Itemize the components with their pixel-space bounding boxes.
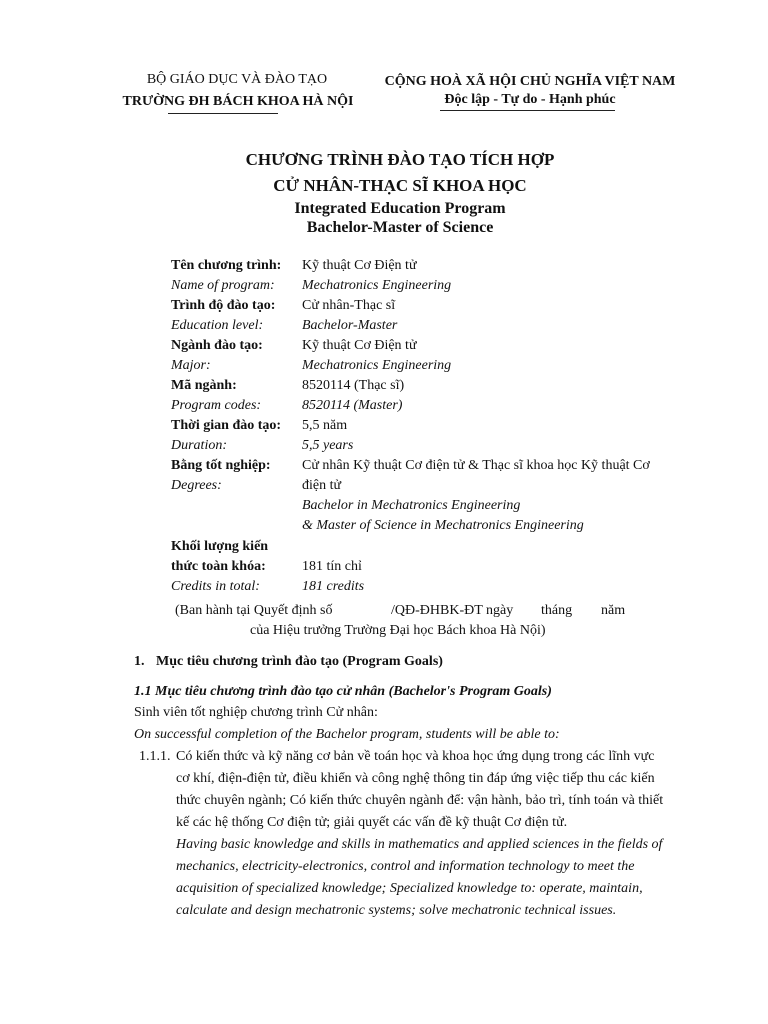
duration-label: Thời gian đào tạo: [171, 418, 282, 433]
duration-label-en: Duration: [171, 438, 227, 453]
university-underline [168, 113, 278, 114]
duration-value: 5,5 năm [302, 418, 348, 433]
code-value: 8520114 (Thạc sĩ) [302, 378, 405, 393]
program-name-label: Tên chương trình: [171, 258, 282, 273]
country-motto: Độc lập - Tự do - Hạnh phúc [444, 92, 616, 107]
goal-en-line1: Having basic knowledge and skills in mathematics and applied sciences in the fields of [176, 837, 663, 852]
credits-value: 181 tín chỉ [302, 559, 362, 574]
title-vi-line2: CỬ NHÂN-THẠC SĨ KHOA HỌC [273, 176, 527, 195]
degree-value-line2: điện tử [302, 478, 342, 493]
goal-vi-line3: thức chuyên ngành; Có kiến thức chuyên ngành để: vận hành, bảo trì, tính toán và thiết [176, 793, 664, 808]
decree-line2: của Hiệu trưởng Trường Đại học Bách khoa Hà Nội) [250, 623, 546, 638]
level-value: Cử nhân-Thạc sĩ [302, 298, 396, 313]
bachelor-intro-vi: Sinh viên tốt nghiệp chương trình Cử nhân: [134, 705, 378, 720]
country-name: CỘNG HOÀ XÃ HỘI CHỦ NGHĨA VIỆT NAM [384, 74, 676, 89]
decree-part3: tháng [541, 603, 573, 618]
section1-title: Mục tiêu chương trình đào tạo (Program Goals) [156, 654, 443, 669]
goal-vi-line2: cơ khí, điện-điện tử, điều khiển và công nghệ thông tin đáp ứng việc tiếp thu các kiến [176, 771, 655, 786]
decree-part1: (Ban hành tại Quyết định số [175, 603, 333, 618]
program-name-label-en: Name of program: [171, 278, 275, 293]
level-label: Trình độ đào tạo: [171, 298, 276, 313]
university-name: TRƯỜNG ĐH BÁCH KHOA HÀ NỘI [122, 94, 354, 109]
degree-value-line1: Cử nhân Kỹ thuật Cơ điện tử & Thạc sĩ khoa học Kỹ thuật Cơ [302, 458, 650, 473]
credits-value-en: 181 credits [302, 579, 365, 594]
goal-vi-line4: kế các hệ thống Cơ điện tử; giải quyết các vấn đề kỹ thuật Cơ điện tử. [176, 815, 568, 830]
section1-number: 1. [134, 654, 145, 669]
credits-label-line1: Khối lượng kiến [171, 539, 269, 554]
code-label: Mã ngành: [171, 378, 237, 393]
code-value-en: 8520114 (Master) [302, 398, 403, 413]
duration-value-en: 5,5 years [302, 438, 354, 453]
section1-1-title: 1.1 Mục tiêu chương trình đào tạo cử nhân (Bachelor's Program Goals) [134, 684, 552, 699]
credits-label-en: Credits in total: [171, 579, 260, 594]
goal-en-line4: calculate and design mechatronic systems; solve mechatronic technical issues. [176, 903, 617, 918]
title-vi-line1: CHƯƠNG TRÌNH ĐÀO TẠO TÍCH HỢP [245, 150, 555, 169]
major-value-en: Mechatronics Engineering [302, 358, 452, 373]
decree-part2: /QĐ-ĐHBK-ĐT ngày [391, 603, 514, 618]
level-value-en: Bachelor-Master [302, 318, 398, 333]
program-name-value-en: Mechatronics Engineering [302, 278, 452, 293]
bachelor-intro-en: On successful completion of the Bachelor program, students will be able to: [134, 727, 560, 742]
level-label-en: Education level: [171, 318, 264, 333]
title-en-line1: Integrated Education Program [294, 200, 506, 217]
program-name-value: Kỹ thuật Cơ Điện tử [302, 258, 417, 273]
goal-item-number: 1.1.1. [139, 749, 171, 764]
motto-underline [440, 110, 615, 111]
goal-en-line2: mechanics, electricity-electronics, control and information technology to meet the [176, 859, 635, 874]
major-label-en: Major: [171, 358, 211, 373]
degree-label: Bằng tốt nghiệp: [171, 458, 271, 473]
credits-label-line2: thức toàn khóa: [171, 559, 266, 574]
major-label: Ngành đào tạo: [171, 338, 263, 353]
degree-value-en-line2: & Master of Science in Mechatronics Engineering [302, 518, 584, 533]
goal-en-line3: acquisition of specialized knowledge; Specialized knowledge to: operate, maintain, [176, 881, 643, 896]
major-value: Kỹ thuật Cơ Điện tử [302, 338, 417, 353]
decree-part4: năm [601, 603, 626, 618]
degree-value-en-line1: Bachelor in Mechatronics Engineering [302, 498, 521, 513]
code-label-en: Program codes: [171, 398, 262, 413]
title-en-line2: Bachelor-Master of Science [306, 219, 494, 236]
ministry-name: BỘ GIÁO DỤC VÀ ĐÀO TẠO [146, 72, 328, 87]
goal-vi-line1: Có kiến thức và kỹ năng cơ bản về toán học và khoa học ứng dụng trong các lĩnh vực [176, 749, 655, 764]
degree-label-en: Degrees: [171, 478, 222, 493]
